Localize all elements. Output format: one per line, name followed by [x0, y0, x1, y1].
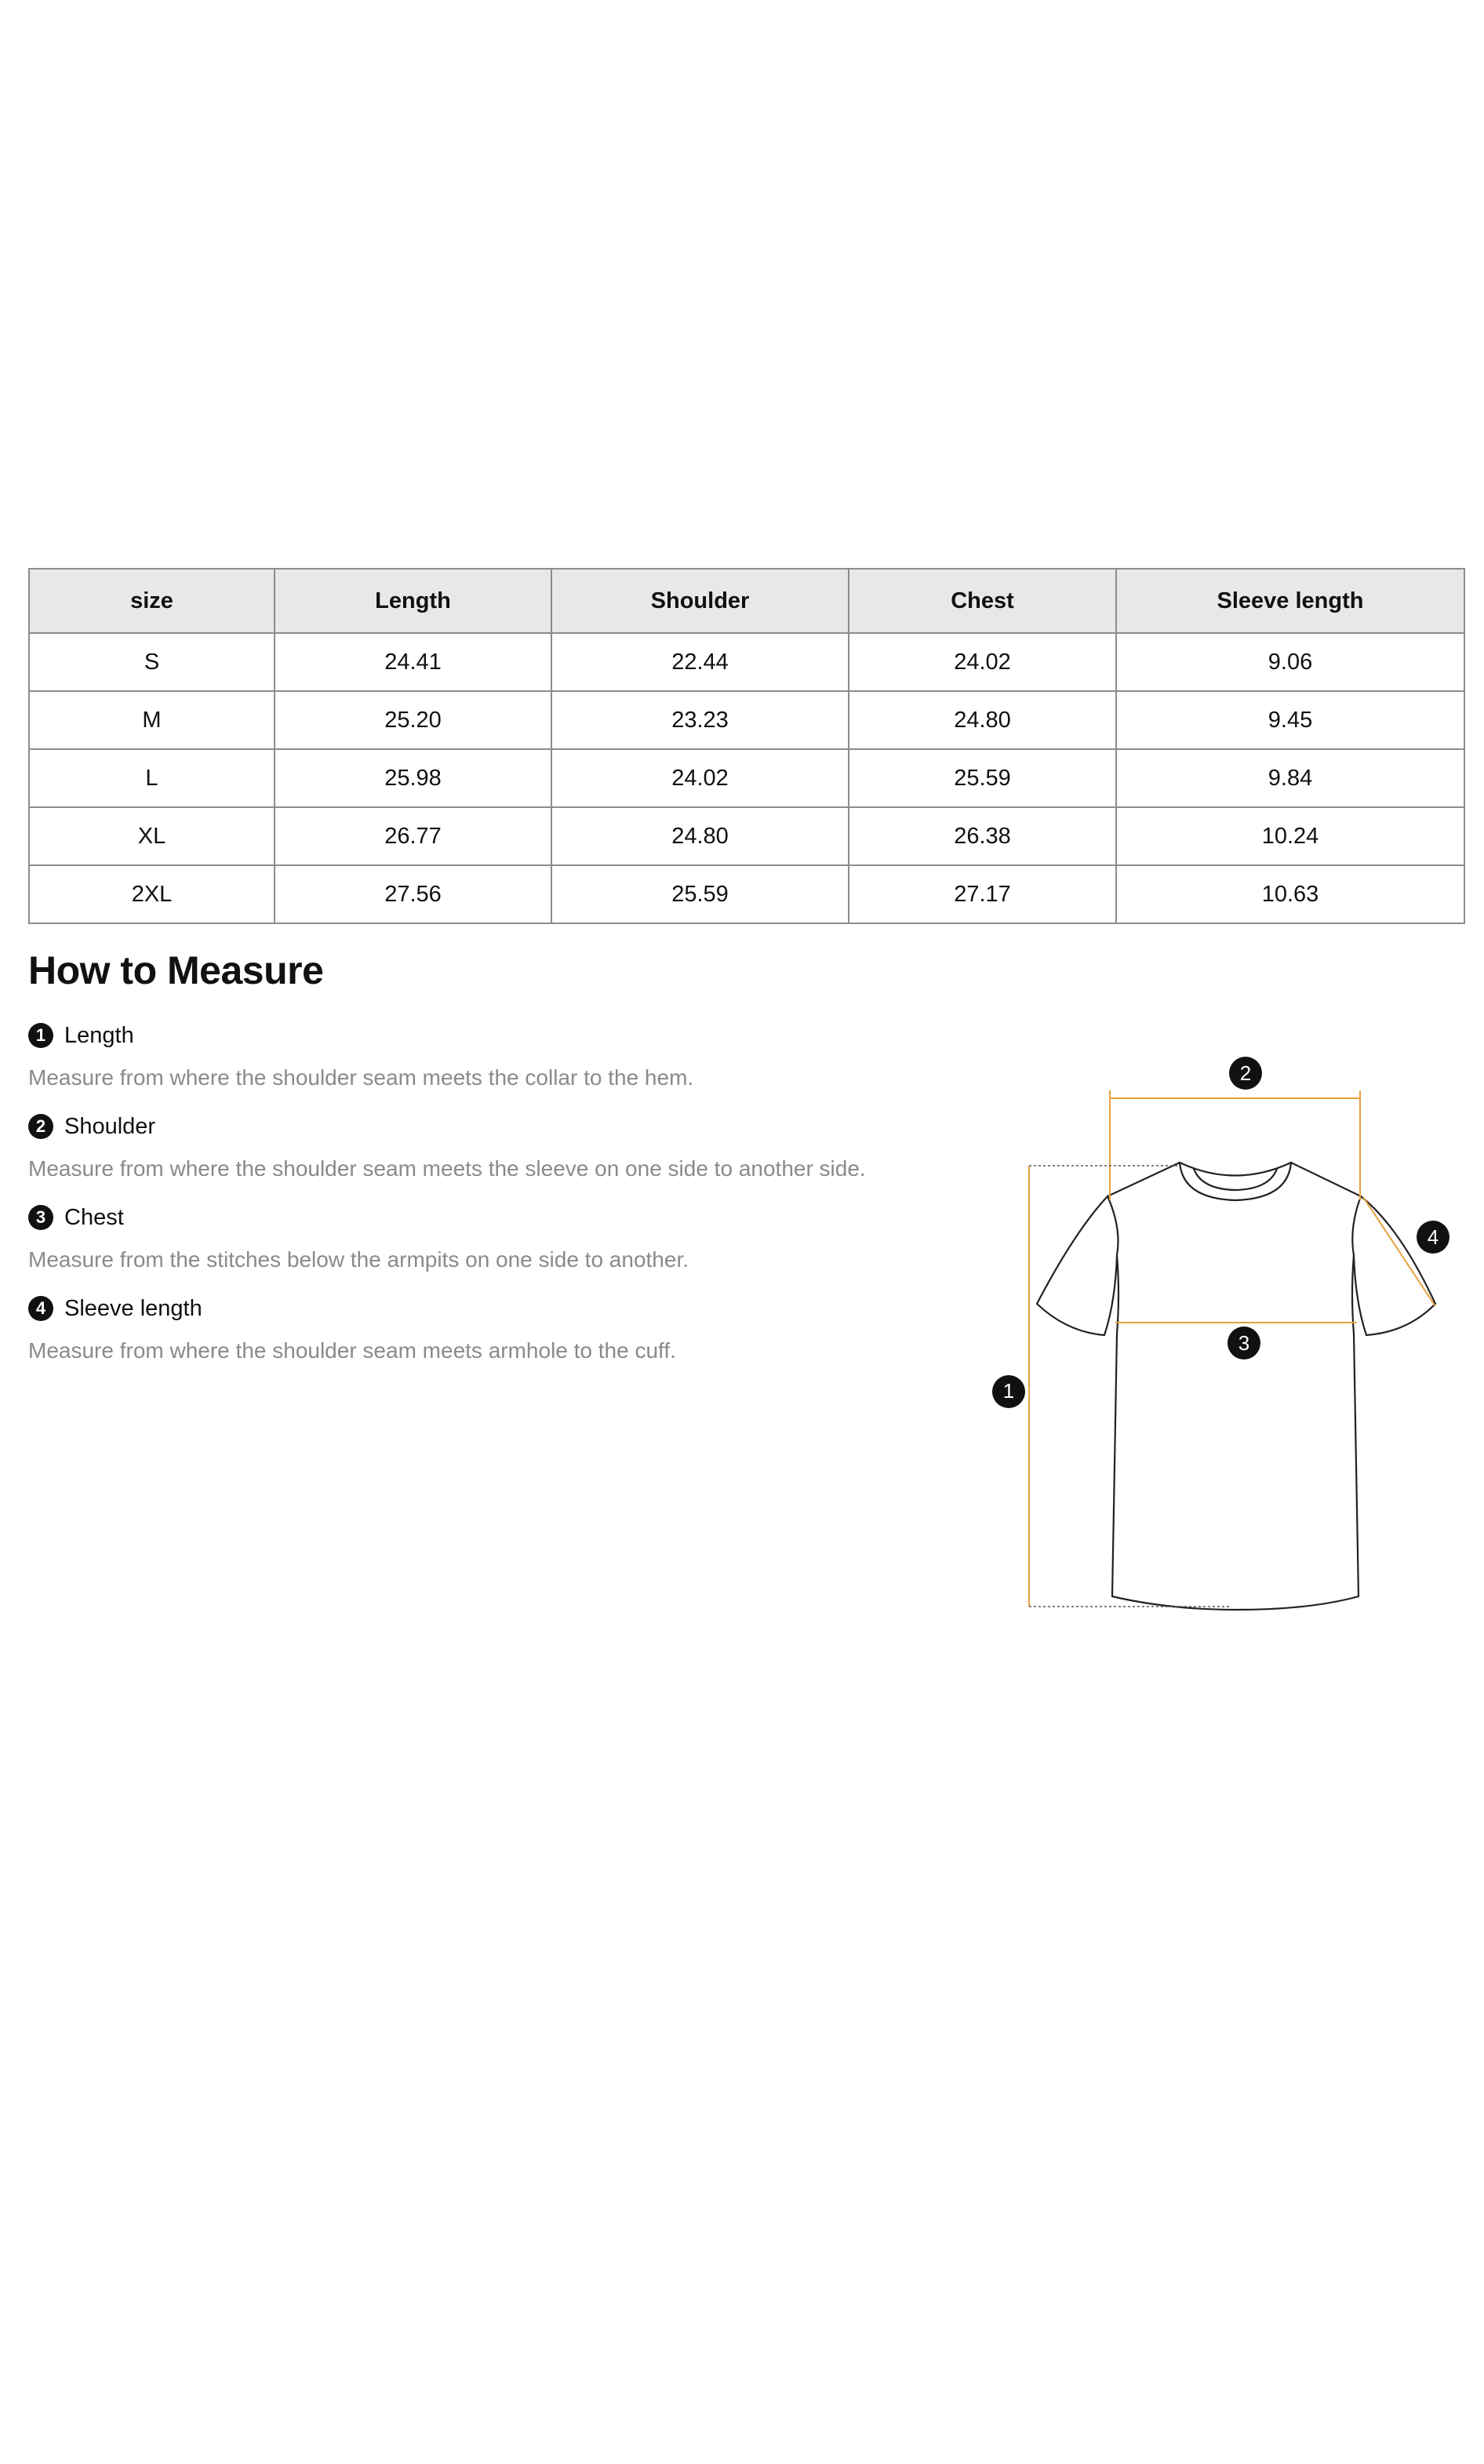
cell-size: XL [29, 807, 275, 865]
svg-text:3: 3 [1238, 1331, 1250, 1355]
table-row [29, 749, 1464, 807]
step-number-badge: 4 [28, 1296, 53, 1321]
cell-shoulder: 25.59 [551, 865, 849, 923]
step-description: Measure from where the shoulder seam meets the sleeve on one side to another side. [28, 1156, 866, 1181]
cell-chest: 27.17 [849, 865, 1116, 923]
cell-length: 25.20 [275, 691, 551, 749]
cell-sleeve-length: 10.63 [1116, 865, 1464, 923]
cell-sleeve-length: 9.06 [1116, 633, 1464, 691]
measure-step-chest [28, 1202, 954, 1272]
cell-shoulder: 24.80 [551, 807, 849, 865]
cell-chest: 24.80 [849, 691, 1116, 749]
cell-length: 26.77 [275, 807, 551, 865]
tshirt-measurement-diagram-icon [973, 1035, 1459, 1632]
measure-step-sleeve-length [28, 1293, 954, 1363]
cell-chest: 26.38 [849, 807, 1116, 865]
step-label: Chest [64, 1204, 124, 1230]
marker-sleeve-length [1417, 1221, 1449, 1254]
tshirt-outline-icon [1037, 1163, 1435, 1610]
cell-sleeve-length: 9.84 [1116, 749, 1464, 807]
cell-size: S [29, 633, 275, 691]
table-row [29, 691, 1464, 749]
table-header-row [29, 569, 1464, 633]
header-sleeve-length: Sleeve length [1116, 569, 1464, 633]
how-to-measure-title: How to Measure [28, 948, 324, 992]
cell-chest: 25.59 [849, 749, 1116, 807]
header-shoulder: Shoulder [551, 569, 849, 633]
measure-step-length [28, 1020, 954, 1090]
cell-size: M [29, 691, 275, 749]
marker-shoulder [1229, 1057, 1262, 1090]
table-row [29, 633, 1464, 691]
table-row [29, 865, 1464, 923]
cell-size: L [29, 749, 275, 807]
cell-shoulder: 24.02 [551, 749, 849, 807]
cell-sleeve-length: 10.24 [1116, 807, 1464, 865]
header-length: Length [275, 569, 551, 633]
step-number-badge: 3 [28, 1205, 53, 1230]
marker-chest [1228, 1327, 1260, 1359]
cell-length: 27.56 [275, 865, 551, 923]
cell-length: 25.98 [275, 749, 551, 807]
svg-text:2: 2 [1239, 1061, 1252, 1085]
measure-step-shoulder [28, 1111, 954, 1181]
step-label: Sleeve length [64, 1295, 202, 1321]
svg-text:1: 1 [1002, 1379, 1015, 1403]
cell-chest: 24.02 [849, 633, 1116, 691]
header-chest: Chest [849, 569, 1116, 633]
header-size: size [29, 569, 275, 633]
step-description: Measure from where the shoulder seam meets armhole to the cuff. [28, 1338, 676, 1363]
step-description: Measure from the stitches below the armpits on one side to another. [28, 1247, 689, 1272]
cell-shoulder: 22.44 [551, 633, 849, 691]
step-label: Length [64, 1022, 134, 1048]
step-label: Shoulder [64, 1113, 156, 1139]
step-number-badge: 1 [28, 1023, 53, 1048]
step-number-badge: 2 [28, 1114, 53, 1139]
cell-sleeve-length: 9.45 [1116, 691, 1464, 749]
step-description: Measure from where the shoulder seam meets the collar to the hem. [28, 1065, 694, 1090]
table-row [29, 807, 1464, 865]
size-chart-table [28, 568, 1465, 924]
marker-length [992, 1375, 1025, 1408]
cell-shoulder: 23.23 [551, 691, 849, 749]
cell-size: 2XL [29, 865, 275, 923]
cell-length: 24.41 [275, 633, 551, 691]
svg-text:4: 4 [1427, 1225, 1439, 1249]
